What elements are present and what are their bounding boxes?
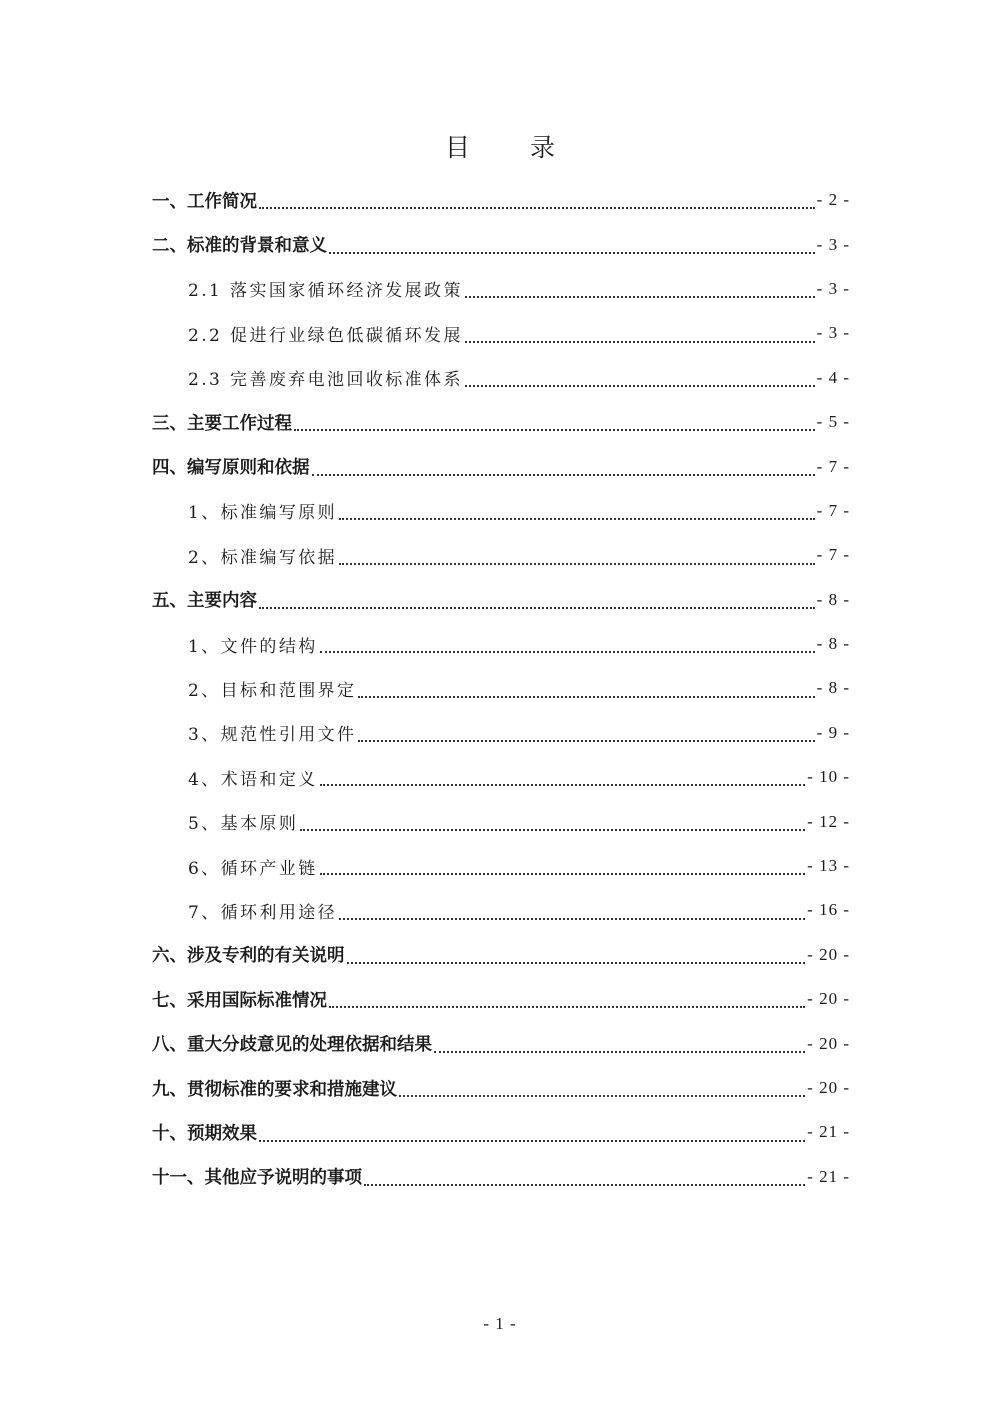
toc-subsection-entry[interactable] (152, 622, 850, 666)
toc-entry-label: 五、主要内容 (152, 591, 257, 612)
table-of-contents (152, 178, 850, 1199)
toc-subsection-entry[interactable] (152, 755, 850, 799)
toc-entry-page-number: - 20 - (807, 1078, 850, 1097)
toc-subsection-entry[interactable] (152, 356, 850, 400)
toc-entry-page-number: - 9 - (816, 722, 850, 742)
toc-section-entry[interactable] (152, 1155, 850, 1199)
toc-entry-label: 1、文件的结构 (188, 636, 318, 657)
toc-entry-page-number: - 7 - (816, 545, 850, 565)
toc-dot-leader (347, 962, 806, 964)
toc-entry-label: 四、编写原则和依据 (152, 458, 310, 479)
toc-dot-leader (320, 651, 815, 653)
toc-dot-leader (259, 207, 815, 209)
toc-dot-leader (399, 1095, 805, 1097)
toc-dot-leader (320, 784, 806, 786)
toc-entry-page-number: - 3 - (816, 234, 850, 254)
toc-subsection-entry[interactable] (152, 888, 850, 932)
toc-dot-leader (259, 1140, 805, 1142)
toc-entry-label: 1、标准编写原则 (188, 503, 338, 524)
toc-entry-page-number: - 16 - (807, 900, 850, 920)
toc-entry-label: 六、涉及专利的有关说明 (152, 946, 345, 967)
toc-entry-page-number: - 8 - (816, 589, 850, 609)
toc-dot-leader (465, 341, 815, 343)
toc-entry-label: 3、规范性引用文件 (188, 725, 357, 746)
toc-entry-label: 2.3 完善废弃电池回收标准体系 (188, 370, 463, 391)
toc-entry-label: 7、循环利用途径 (188, 902, 338, 923)
toc-subsection-entry[interactable] (152, 311, 850, 355)
toc-entry-label: 九、贯彻标准的要求和措施建议 (152, 1079, 397, 1100)
toc-entry-label: 2、标准编写依据 (188, 547, 338, 568)
toc-dot-leader (339, 563, 815, 565)
toc-entry-page-number: - 7 - (816, 500, 850, 520)
toc-dot-leader (358, 696, 814, 698)
toc-entry-page-number: - 20 - (807, 989, 850, 1009)
toc-entry-page-number: - 3 - (816, 323, 850, 343)
toc-entry-page-number: - 8 - (816, 634, 850, 654)
toc-entry-label: 5、基本原则 (188, 814, 299, 835)
toc-section-entry[interactable] (152, 178, 850, 222)
toc-entry-label: 十一、其他应予说明的事项 (152, 1168, 362, 1189)
toc-entry-label: 七、采用国际标准情况 (152, 990, 327, 1011)
toc-dot-leader (339, 918, 805, 920)
toc-dot-leader (329, 1006, 805, 1008)
toc-entry-page-number: - 21 - (807, 1122, 850, 1142)
toc-section-entry[interactable] (152, 1110, 850, 1154)
toc-dot-leader (312, 474, 815, 476)
page-number: - 1 - (483, 1314, 517, 1333)
toc-entry-label: 八、重大分歧意见的处理依据和结果 (152, 1035, 432, 1056)
toc-entry-page-number: - 3 - (816, 278, 850, 298)
toc-subsection-entry[interactable] (152, 799, 850, 843)
toc-entry-label: 6、循环产业链 (188, 858, 318, 879)
toc-entry-page-number: - 21 - (807, 1166, 850, 1186)
toc-section-entry[interactable] (152, 977, 850, 1021)
toc-entry-page-number: - 12 - (807, 811, 850, 831)
toc-entry-label: 十、预期效果 (152, 1123, 257, 1144)
toc-entry-label: 2.1 落实国家循环经济发展政策 (188, 281, 463, 302)
toc-entry-page-number: - 13 - (807, 856, 850, 876)
toc-dot-leader (320, 873, 806, 875)
toc-dot-leader (465, 296, 815, 298)
toc-entry-page-number: - 4 - (816, 367, 850, 387)
toc-entry-page-number: - 20 - (807, 944, 850, 964)
page-title: 目 录 (445, 133, 581, 162)
toc-section-entry[interactable] (152, 933, 850, 977)
toc-entry-label: 2、目标和范围界定 (188, 680, 357, 701)
toc-entry-page-number: - 2 - (816, 190, 850, 210)
toc-entry-label: 一、工作简况 (152, 191, 257, 212)
toc-entry-page-number: - 10 - (807, 767, 850, 787)
toc-section-entry[interactable] (152, 578, 850, 622)
toc-subsection-entry[interactable] (152, 666, 850, 710)
toc-dot-leader (364, 1184, 805, 1186)
toc-entry-page-number: - 8 - (816, 678, 850, 698)
toc-section-entry[interactable] (152, 1066, 850, 1110)
toc-section-entry[interactable] (152, 400, 850, 444)
toc-dot-leader (259, 607, 815, 609)
toc-dot-leader (294, 429, 815, 431)
toc-dot-leader (300, 829, 805, 831)
toc-dot-leader (339, 518, 815, 520)
toc-entry-page-number: - 7 - (816, 456, 850, 476)
toc-subsection-entry[interactable] (152, 711, 850, 755)
toc-section-entry[interactable] (152, 1021, 850, 1065)
toc-entry-label: 二、标准的背景和意义 (152, 236, 327, 257)
toc-dot-leader (465, 385, 815, 387)
toc-entry-page-number: - 20 - (807, 1033, 850, 1053)
toc-entry-page-number: - 5 - (816, 412, 850, 432)
toc-section-entry[interactable] (152, 222, 850, 266)
toc-dot-leader (434, 1051, 805, 1053)
toc-section-entry[interactable] (152, 444, 850, 488)
toc-entry-label: 三、主要工作过程 (152, 413, 292, 434)
toc-entry-label: 2.2 促进行业绿色低碳循环发展 (188, 325, 463, 346)
toc-subsection-entry[interactable] (152, 533, 850, 577)
toc-entry-label: 4、术语和定义 (188, 769, 318, 790)
toc-dot-leader (358, 740, 814, 742)
toc-subsection-entry[interactable] (152, 267, 850, 311)
toc-subsection-entry[interactable] (152, 844, 850, 888)
toc-subsection-entry[interactable] (152, 489, 850, 533)
toc-dot-leader (329, 252, 815, 254)
